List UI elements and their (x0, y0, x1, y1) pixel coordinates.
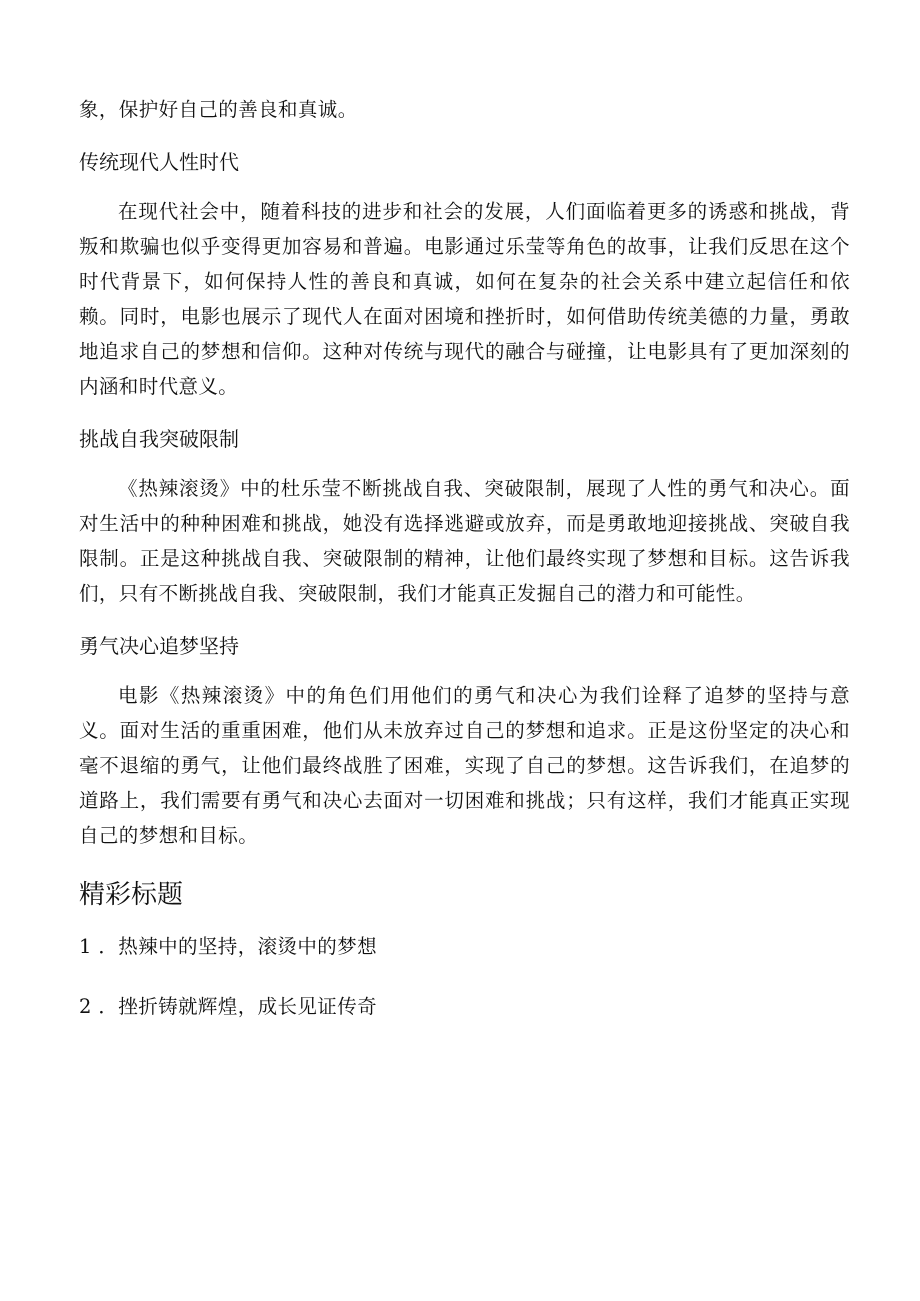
intro-paragraph-tail: 象，保护好自己的善良和真诚。 (79, 98, 358, 121)
section-heading-tradition-modern: 传统现代人性时代 (79, 150, 239, 174)
section-heading-challenge-self: 挑战自我突破限制 (79, 427, 239, 451)
section-body-tradition-modern: 在现代社会中，随着科技的进步和社会的发展，人们面临着更多的诱惑和挑战，背叛和欺骗也似乎变得更加容易和普遍。电影通过乐莹等角色的故事，让我们反思在这个时代背景下，如何保持人性的善良和真诚，如何在复杂的社会关系中建立起信任和依赖。同时，电影也展示了现代人在面对困境和挫折时，如何借助传统美德的力量，勇敢地追求自己的梦想和信仰。这种对传统与现代的融合与碰撞，让电影具有了更加深刻的内涵和时代意义。 (79, 200, 850, 398)
title-list-item-2: 2 ．挫折铸就辉煌，成长见证传奇 (79, 995, 378, 1018)
section-body-challenge-self: 《热辣滚烫》中的杜乐莹不断挑战自我、突破限制，展现了人性的勇气和决心。面对生活中的种种困难和挑战，她没有选择逃避或放弃，而是勇敢地迎接挑战、突破自我限制。正是这种挑战自我、突破限制的精神，让他们最终实现了梦想和目标。这告诉我们，只有不断挑战自我、突破限制，我们才能真正发掘自己的潜力和可能性。 (79, 477, 850, 605)
title-list-item-1: 1 ．热辣中的坚持，滚烫中的梦想 (79, 935, 378, 958)
section-body-courage-dream: 电影《热辣滚烫》中的角色们用他们的勇气和决心为我们诠释了追梦的坚持与意义。面对生活的重重困难，他们从未放弃过自己的梦想和追求。正是这份坚定的决心和毫不退缩的勇气，让他们最终战胜了困难，实现了自己的梦想。这告诉我们，在追梦的道路上，我们需要有勇气和决心去面对一切困难和挑战；只有这样，我们才能真正实现自己的梦想和目标。 (79, 684, 850, 847)
titles-heading: 精彩标题 (79, 880, 184, 910)
section-heading-courage-dream: 勇气决心追梦坚持 (79, 634, 239, 658)
